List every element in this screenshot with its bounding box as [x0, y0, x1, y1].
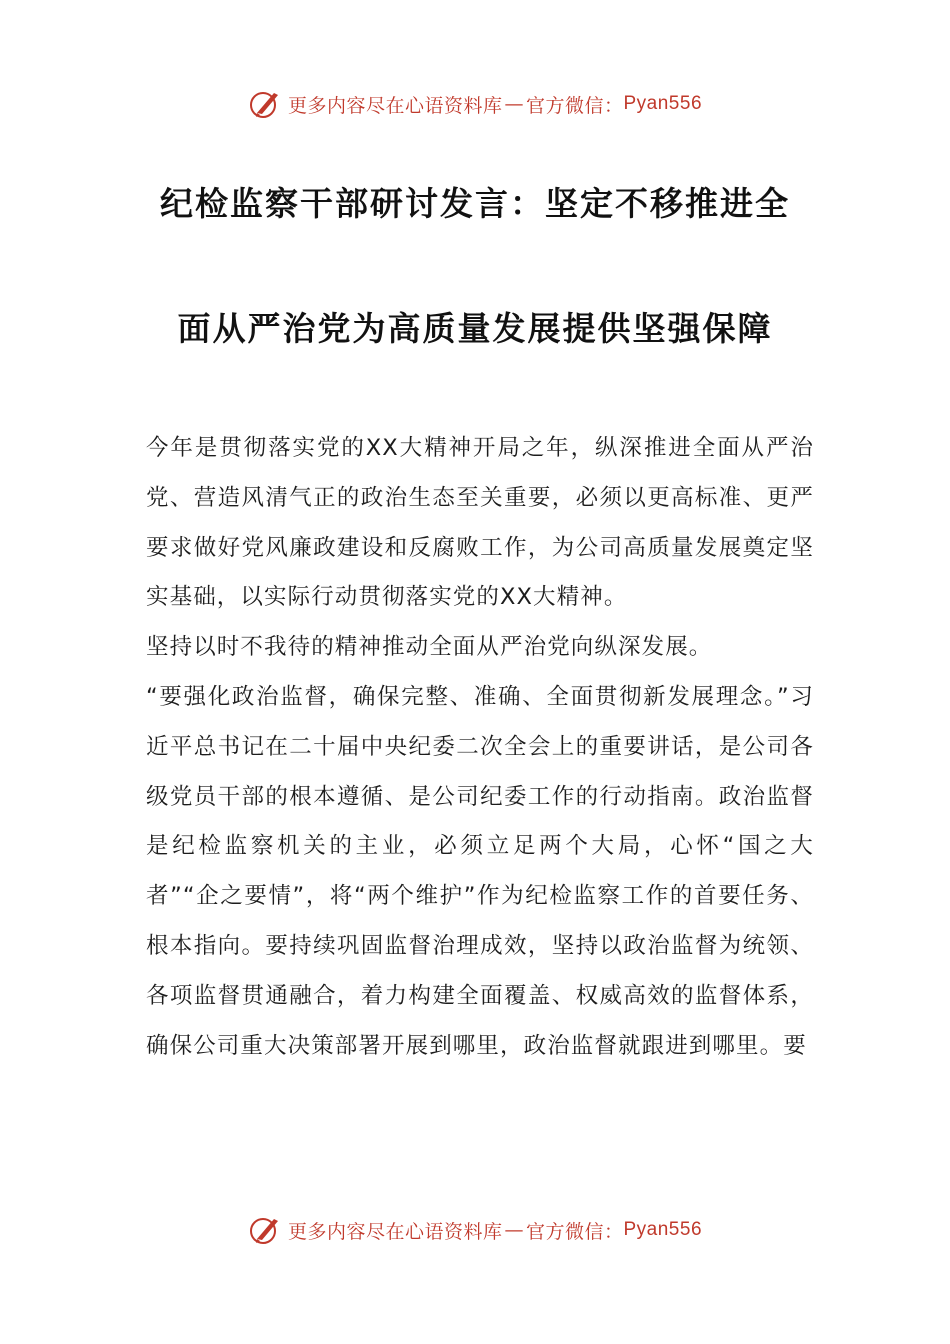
footer-watermark-banner: [0, 1210, 950, 1250]
banner-text: 更多内容尽在心语资料库: [287, 94, 503, 117]
document-title-line-2: 面从严治党为高质量发展提供坚强保障: [177, 309, 773, 348]
banner-wechat-id: Pyan556: [623, 93, 703, 114]
pen-quill-logo-icon: [248, 1213, 282, 1247]
pen-quill-logo-icon: [248, 87, 282, 121]
banner-separator: —: [504, 93, 524, 115]
document-title-line-1: 纪检监察干部研讨发言：坚定不移推进全: [160, 184, 790, 223]
banner-separator: —: [504, 1219, 524, 1241]
banner-text: 更多内容尽在心语资料库: [287, 1220, 503, 1243]
banner-wechat-label: 官方微信：: [525, 1220, 624, 1243]
document-body: [146, 424, 814, 1071]
body-paragraph: 坚持以时不我待的精神推动全面从严治党向纵深发展。: [146, 634, 713, 661]
banner-wechat-id: Pyan556: [623, 1219, 703, 1240]
header-watermark-banner: [0, 84, 950, 124]
body-paragraph: “要强化政治监督，确保完整、准确、全面贯彻新发展理念。”习近平总书记在二十届中央纪委二次全会上的重要讲话，是公司各级党员干部的根本遵循、是公司纪委工作的行动指南。政治监督是纪检监察机关的主业，必须立足两个大局，心怀“国之大者”“企之要情”，将“两个维护”作为纪检监察工作的首要任务、根本指向。要持续巩固监督治理成效，坚持以政治监督为统领、各项监督贯通融合，着力构建全面覆盖、权威高效的监督体系，确保公司重大决策部署开展到哪里，政治监督就跟进到哪里。要: [146, 683, 814, 1059]
body-paragraph: 今年是贯彻落实党的XX大精神开局之年，纵深推进全面从严治党、营造风清气正的政治生态至关重要，必须以更高标准、更严要求做好党风廉政建设和反腐败工作，为公司高质量发展奠定坚实基础，以实际行动贯彻落实党的XX大精神。: [146, 435, 814, 611]
banner-wechat-label: 官方微信：: [525, 94, 624, 117]
